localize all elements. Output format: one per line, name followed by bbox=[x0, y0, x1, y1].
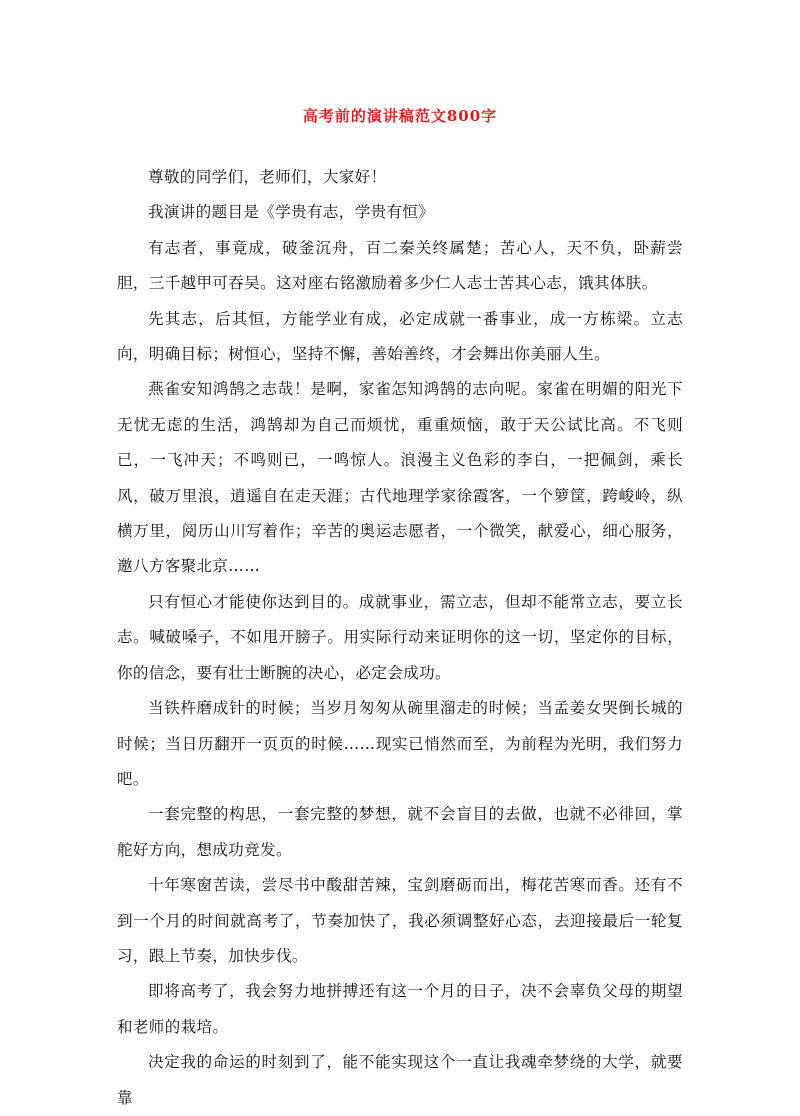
document-title: 高考前的演讲稿范文800字 bbox=[302, 107, 498, 125]
paragraph: 一套完整的构思，一套完整的梦想，就不会盲目的去做，也就不必徘回，掌舵好方向，想成功竞发。 bbox=[117, 805, 683, 859]
paragraph: 即将高考了，我会努力地拼搏还有这一个月的日子，决不会辜负父母的期望和老师的栽培。 bbox=[117, 982, 683, 1036]
paragraph: 十年寒窗苦读，尝尽书中酸甜苦辣，宝剑磨砺而出，梅花苦寒而香。还有不到一个月的时间就高考了，节奏加快了，我必须调整好心态，去迎接最后一轮复习，跟上节奏，加快步伐。 bbox=[117, 876, 683, 965]
paragraph: 只有恒心才能使你达到目的。成就事业，需立志，但却不能常立志，要立长志。喊破嗓子，不如甩开膀子。用实际行动来证明你的这一切，坚定你的目标，你的信念，要有壮士断腕的决心，必定会成功。 bbox=[117, 592, 683, 682]
document-body bbox=[117, 160, 683, 1116]
paragraph: 当铁杵磨成针的时候；当岁月匆匆从碗里溜走的时候；当孟姜女哭倒长城的时候；当日历翻开一页页的时候……现实已悄然而至，为前程为光明，我们努力吧。 bbox=[117, 699, 683, 788]
paragraph: 有志者，事竟成，破釜沉舟，百二秦关终属楚；苦心人，天不负，卧薪尝胆，三千越甲可吞吴。这对座右铭激励着多少仁人志士苦其心志，饿其体肤。 bbox=[117, 238, 683, 293]
paragraph: 先其志，后其恒，方能学业有成，必定成就一番事业，成一方栋梁。立志向，明确目标；树恒心，坚持不懈，善始善终，才会舞出你美丽人生。 bbox=[117, 309, 683, 364]
paragraph: 燕雀安知鸿鹄之志哉！是啊，家雀怎知鸿鹄的志向呢。家雀在明媚的阳光下无忧无虑的生活，鸿鹄却为自己而烦忧，重重烦恼，敢于天公试比高。不飞则已，一飞冲天；不鸣则已，一鸣惊人。浪漫主义色彩的李白，一把佩剑，乘长风，破万里浪，逍遥自在走天涯；古代地理学家徐霞客，一个箩筐，跨峻岭，纵横万里，阅历山川写着作；辛苦的奥运志愿者，一个微笑，献爱心，细心服务，邀八方客聚北京…… bbox=[117, 380, 683, 576]
paragraph: 尊敬的同学们，老师们，大家好！ bbox=[148, 168, 387, 186]
paragraph: 决定我的命运的时刻到了，能不能实现这个一直让我魂牵梦绕的大学，就要靠 bbox=[117, 1053, 683, 1107]
paragraph: 我演讲的题目是《学贵有志，学贵有恒》 bbox=[148, 203, 435, 222]
